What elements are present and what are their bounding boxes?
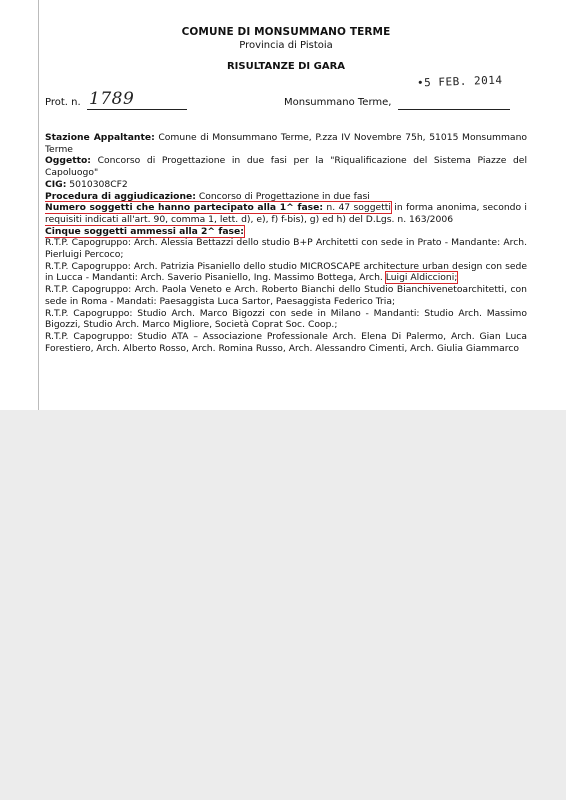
ammessi-item-5: R.T.P. Capogruppo: Studio ATA – Associazione Professionale Arch. Elena Di Palermo, Arch. Gian Luca Forestiero, Arch. Alberto Rosso, Arch. Romina Russo, Arch. Alessandro Cimenti, Arch. Giulia Giammarco [45,330,527,354]
ammessi-item-1: R.T.P. Capogruppo: Arch. Alessia Bettazzi dello studio B+P Architetti con sede in Prato - Mandante: Arch. Pierluigi Percoco; [45,237,527,261]
date-line [398,109,510,110]
ammessi-label: Cinque soggetti ammessi alla 2^ fase: [45,225,244,237]
numero-label: Numero soggetti che hanno partecipato alla 1^ fase: [45,202,324,214]
province-heading: Provincia di Pistoia [239,40,333,51]
procedura-value: Concorso di Progettazione in due fasi [195,190,370,202]
page-cutoff [45,396,527,410]
page-edge [38,0,39,410]
protocol-line [87,109,187,110]
place-label: Monsummano Terme, [284,97,392,108]
protocol-label: Prot. n. [45,97,81,108]
oggetto-label: Oggetto: [45,155,91,167]
stazione-value: Comune di Monsummano Terme, P.zza IV Novembre 75h, 51015 Monsummano Terme [45,132,527,155]
numero-count: n. 47 soggetti [323,202,391,214]
protocol-number: 1789 [89,89,135,109]
ammessi-item-2-text: R.T.P. Capogruppo: Arch. Patrizia Pisaniello dello studio MICROSCAPE architecture urban design con sede in Lucca - Mandanti: Arch. Saverio Pisaniello, Ing. Massimo Bottega, Arch. [45,260,527,284]
procedura-label: Procedura di aggiudicazione: [45,190,196,202]
document-title: RISULTANZE DI GARA [226,61,346,72]
municipality-heading: COMUNE DI MONSUMMANO TERME [181,26,391,38]
document-page [45,0,527,410]
document-body [45,132,527,354]
viewer-background [0,410,566,800]
ammessi-item-3: R.T.P. Capogruppo: Arch. Paola Veneto e Arch. Roberto Bianchi dello Studio Bianchivenetoarchitetti, con sede in Roma - Mandati: Paesaggista Luca Sartor, Paesaggista Federico Tria; [45,284,527,307]
oggetto-paragraph [45,155,527,178]
stazione-label: Stazione Appaltante: [45,132,155,143]
ammessi-heading-paragraph [45,226,527,238]
date-stamp: •5 FEB. 2014 [416,73,503,90]
protocol-row [45,89,527,112]
oggetto-value: Concorso di Progettazione in due fasi per la "Riqualificazione del Sistema Piazze del Capoluogo" [45,155,527,179]
stazione-paragraph [45,132,527,155]
ammessi-item-2-boxed: Luigi Aldiccioni; [385,272,458,284]
cig-paragraph [45,179,527,191]
ammessi-item-4: R.T.P. Capogruppo: Studio Arch. Marco Bigozzi con sede in Milano - Mandanti: Studio Arch. Massimo Bigozzi, Studio Arch. Marco Migliore, Società Coprat Soc. Coop.; [45,307,527,331]
numero-paragraph [45,202,527,225]
ammessi-item-2 [45,261,527,284]
numero-rest: in forma anonima, secondo i requisiti indicati all'art. 90, comma 1, lett. d), e), f) f-bis), g) ed h) del D.Lgs. n. 163/2006 [45,202,527,225]
procedura-paragraph [45,191,527,203]
cig-value: 5010308CF2 [66,178,128,190]
numero-highlight [45,202,391,213]
cig-label: CIG: [45,178,67,190]
